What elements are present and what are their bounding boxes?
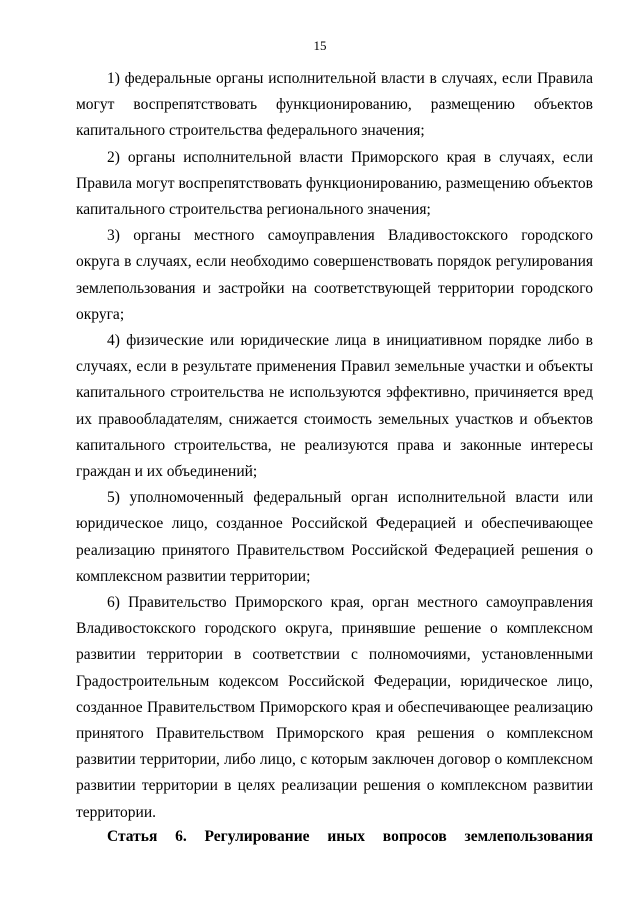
paragraph-4: 4) физические или юридические лица в инициативном порядке либо в случаях, если в результате применения Правил земельные участки и объекты капитального строительства не используются эффективно, причиняется вред их правообладателям, снижается стоимость земельных участков и объектов капитального строительства, не реализуются права и законные интересы граждан и их объединений; <box>76 332 593 481</box>
paragraph-3: 3) органы местного самоуправления Владивостокского городского округа в случаях, если необходимо совершенствовать порядок регулирования землепользования и застройки на соответствующей территории городского округа; <box>76 227 593 323</box>
paragraph-5: 5) уполномоченный федеральный орган исполнительной власти или юридическое лицо, созданное Российской Федерацией и обеспечивающее реализацию принятого Правительством Российской Федерацией решения о комплексном развитии территории; <box>76 489 593 585</box>
paragraph-2: 2) органы исполнительной власти Приморского края в случаях, если Правила могут воспрепятствовать функционированию, размещению объектов капитального строительства регионального значения; <box>76 148 593 219</box>
article-heading: Статья 6. Регулирование иных вопросов землепользования <box>107 828 593 845</box>
page-number: 15 <box>313 38 327 53</box>
paragraph-1: 1) федеральные органы исполнительной власти в случаях, если Правила могут воспрепятствовать функционированию, размещению объектов капитального строительства федерального значения; <box>76 70 593 140</box>
document-body <box>76 66 593 826</box>
paragraph-6: 6) Правительство Приморского края, орган местного самоуправления Владивостокского городского округа, принявшие решение о комплексном развитии территории в соответствии с полномочиями, установленными Градостроительным кодексом Российской Федерации, юридическое лицо, созданное Правительством Приморского края и обеспечивающее реализацию принятого Правительством Приморского края решения о комплексном развитии территории, либо лицо, с которым заключен договор о комплексном развитии территории в целях реализации решения о комплексном развитии территории. <box>76 594 593 821</box>
